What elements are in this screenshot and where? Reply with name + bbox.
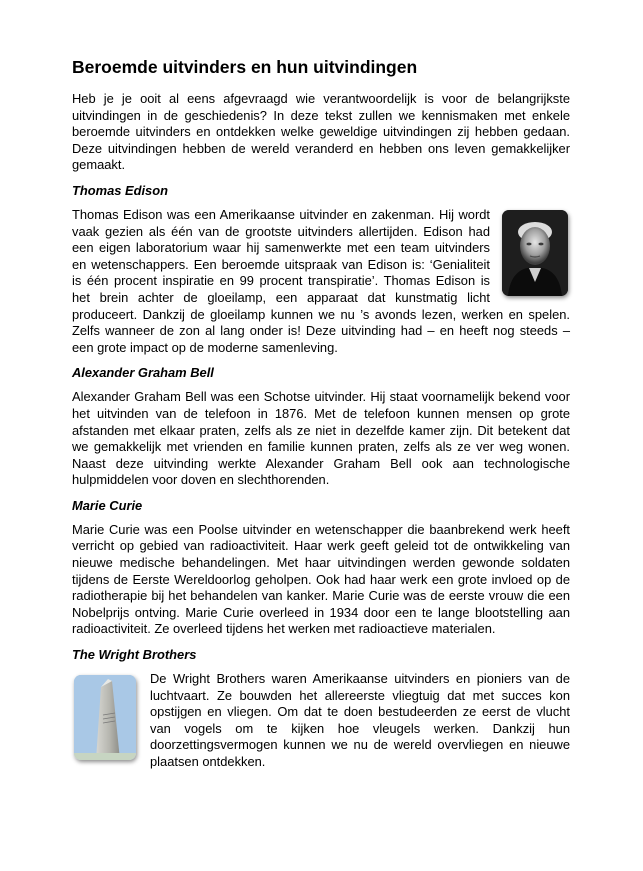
section-text: De Wright Brothers waren Amerikaanse uitvinders en pioniers van de luchtvaart. Ze bouwden het allereerste vliegtuig dat met succes kon opstijgen en vliegen. Om dat te doen bestudeerden ze eerst de vlucht van vogels om te kijken hoe vleugels werken. Dankzij hun doorzettingsvermogen kunnen we nu de wereld overvliegen en nieuwe plaatsen ontdekken. — [150, 671, 570, 769]
section-edison — [72, 183, 570, 356]
section-curie — [72, 498, 570, 638]
section-text: Alexander Graham Bell was een Schotse uitvinder. Hij staat voornamelijk bekend voor het uitvinden van de telefoon in 1876. Met de telefoon kunnen mensen op grote afstanden met elkaar praten, zelfs als ze niet in dezelfde kamer zijn. Dit betekent dat we gemakkelijk met vrienden en familie kunnen praten, zelfs als ze ver weg wonen. Naast deze uitvinding werkte Alexander Graham Bell ook aan technologische hulpmiddelen voor doven en slechthorenden. — [72, 389, 570, 488]
wright-monument-image — [74, 675, 136, 760]
section-text: Marie Curie was een Poolse uitvinder en wetenschapper die baanbrekend werk heeft verricht op gebied van radioactiviteit. Haar werk geeft geleid tot de ontwikkeling van nieuwe medische behandelingen. Met haar uitvindingen werden gewonde soldaten tijdens de Eerste Wereldoorlog geholpen. Ook had haar werk een grote invloed op de radiotherapie bij het behandelen van kanker. Marie Curie was de eerste vrouw die een Nobelprijs ontving. Marie Curie overleed in 1934 door een te lange blootstelling aan radioactiviteit. Ze overleed tijdens het werken met radioactieve materialen. — [72, 521, 570, 637]
monument-icon — [74, 675, 136, 760]
section-wright — [72, 647, 570, 771]
edison-portrait-image — [502, 210, 568, 296]
section-bell — [72, 365, 570, 489]
section-heading: The Wright Brothers — [72, 647, 197, 663]
document-page — [72, 56, 570, 780]
section-heading: Alexander Graham Bell — [72, 365, 214, 381]
section-text: Thomas Edison was een Amerikaanse uitvinder en zakenman. Hij wordt vaak gezien als één van de grootste uitvinders allertijden. Edison had een eigen laboratorium waar hij samenwerkte met een team uitvinders en wetenschappers. Een beroemde uitspraak van Edison is: ‘Genialiteit is één procent inspiratie en 99 procent transpiratie’. Thomas Edison is het brein achter de gloeilamp, een apparaat dat kunstmatig licht produceert. Dankzij de gloeilamp kunnen we nu ’s avonds lezen, werken en spelen. Zelfs wanneer de zon al lang onder is! Deze uitvinding had – en heeft nog steeds – een grote impact op de moderne samenleving. — [72, 206, 570, 355]
edison-portrait-icon — [502, 210, 568, 296]
section-heading: Marie Curie — [72, 497, 143, 513]
intro-paragraph: Heb je je ooit al eens afgevraagd wie verantwoordelijk is voor de belangrijkste uitvindingen in de geschiedenis? In deze tekst zullen we kennismaken met enkele beroemde uitvinders en ontdekken welke geweldige uitvindingen zij hebben gedaan. Deze uitvindingen hebben de wereld veranderd en hebben ons leven gemakkelijker gemaakt. — [72, 91, 570, 173]
section-heading: Thomas Edison — [72, 182, 168, 198]
page-title: Beroemde uitvinders en hun uitvindingen — [72, 57, 418, 77]
